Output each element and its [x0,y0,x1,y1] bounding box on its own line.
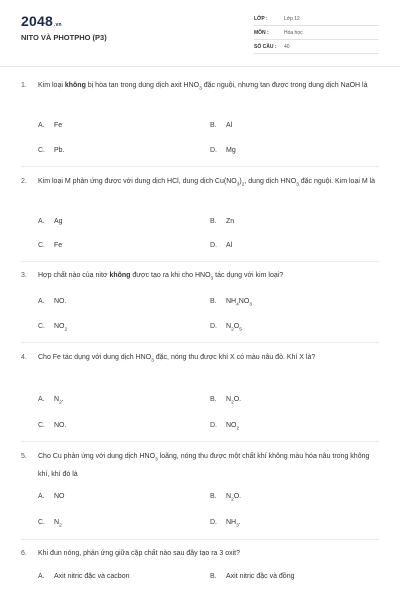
option-text: $NH_3$. [226,519,241,529]
meta-label: LỚP : [254,16,268,22]
divider [21,441,379,442]
meta-value: 40 [284,44,290,50]
site-logo[interactable] [21,13,62,29]
option-letter: A. [38,218,45,225]
option-letter: D. [210,147,217,154]
question-number: 2. [21,178,27,185]
option-c[interactable] [38,323,67,332]
question-text: Kim loại không bị hòa tan trong dung dịch axit $HNO_3$ đặc nguội, nhưng tan được trong dung dịch NaOH là [38,82,368,92]
question-number: 3. [21,272,27,279]
option-text: Al [226,242,233,249]
option-letter: A. [38,493,45,500]
divider [21,261,379,262]
option-letter: B. [210,218,217,225]
option-letter: B. [210,298,217,305]
option-text: Axit nitric đặc và cacbon [54,573,130,580]
meta-value: Hóa học [284,30,303,36]
option-c[interactable] [38,519,62,528]
option-letter: B. [210,573,217,580]
question-number: 4. [21,354,27,361]
question-number: 6. [21,550,27,557]
divider [21,166,379,167]
option-a[interactable] [38,122,62,129]
option-text: $NH_4NO_3$ [226,298,252,308]
meta-label: SỐ CÂU : [254,44,277,50]
option-letter: A. [38,298,45,305]
option-letter: A. [38,122,45,129]
option-d[interactable] [210,323,242,332]
option-letter: B. [210,396,217,403]
meta-row-count [254,42,379,54]
option-text: $N_2O$. [226,493,242,503]
option-b[interactable] [210,218,234,225]
option-text: Pb. [54,147,65,154]
option-text: $NO_2$ [226,422,240,432]
option-letter: D. [210,422,217,429]
option-a[interactable] [38,573,129,580]
option-letter: B. [210,493,217,500]
option-letter: D. [210,242,217,249]
question-text: Cho Fe tác dụng với dung dịch $HNO_3$ đặc, nóng thu được khí X có màu nâu đỏ. Khí X là? [38,354,316,364]
logo-text: 2048 [21,13,53,29]
question-number: 1. [21,82,27,89]
option-a[interactable] [38,298,66,305]
question-number: 5. [21,453,27,460]
option-text: $N_2O_5$ [226,323,242,333]
option-text: Mg [226,147,236,154]
option-b[interactable] [210,573,294,580]
option-text: NO. [54,298,67,305]
option-a[interactable] [38,218,63,225]
option-letter: C. [38,519,45,526]
divider [21,342,379,343]
page-header [0,0,400,67]
divider [21,539,379,540]
option-letter: D. [210,323,217,330]
option-a[interactable] [38,493,65,500]
option-d[interactable] [210,242,232,249]
option-b[interactable] [210,493,241,502]
option-letter: B. [210,122,217,129]
document-title: NITO VÀ PHOTPHO (P3) [21,33,107,42]
option-text: Al [226,122,233,129]
option-letter: C. [38,323,45,330]
logo-suffix: .vn [53,22,62,28]
option-letter: C. [38,242,45,249]
option-text: $N_2$. [54,396,64,406]
option-text: Fe [54,122,63,129]
meta-label: MÔN : [254,30,269,36]
meta-row-subject [254,28,379,40]
option-a[interactable] [38,396,64,405]
option-c[interactable] [38,422,66,429]
question-text: Khi đun nóng, phản ứng giữa cặp chất nào sau đây tạo ra 3 oxit? [38,550,241,557]
option-text: Ag [54,218,63,225]
option-text: Fe [54,242,63,249]
option-letter: C. [38,147,45,154]
option-b[interactable] [210,122,232,129]
option-d[interactable] [210,147,236,154]
question-text: Hợp chất nào của nitơ không được tạo ra khi cho $HNO_3$ tác dụng với kim loại? [38,272,284,282]
option-text: NO [54,493,65,500]
option-letter: A. [38,573,45,580]
option-text: $NO_2$ [54,323,68,333]
option-b[interactable] [210,298,252,307]
question-text: Cho Cu phản ứng với dung dịch $HNO_3$ loãng, nóng thu được một chất khí không màu hóa nâu trong không khí, khí đó là [38,453,370,479]
option-c[interactable] [38,242,62,249]
option-letter: C. [38,422,45,429]
option-d[interactable] [210,422,239,431]
meta-row-class [254,14,379,26]
option-letter: D. [210,519,217,526]
option-b[interactable] [210,396,241,405]
option-text: $N_2$ [54,519,62,529]
option-text: $N_2O$. [226,396,242,406]
option-text: NO. [54,422,67,429]
option-letter: A. [38,396,45,403]
option-c[interactable] [38,147,65,154]
option-text: Axit nitric đặc và đồng [226,573,295,580]
option-text: Zn [226,218,235,225]
option-d[interactable] [210,519,241,528]
meta-value: Lớp 12 [284,16,300,22]
question-text: Kim loại M phản ứng được với dung dịch HCl, dung dịch $Cu(NO_3)_2$, dung dịch $HNO_3$ đặc nguội. Kim loại M là [38,178,376,188]
